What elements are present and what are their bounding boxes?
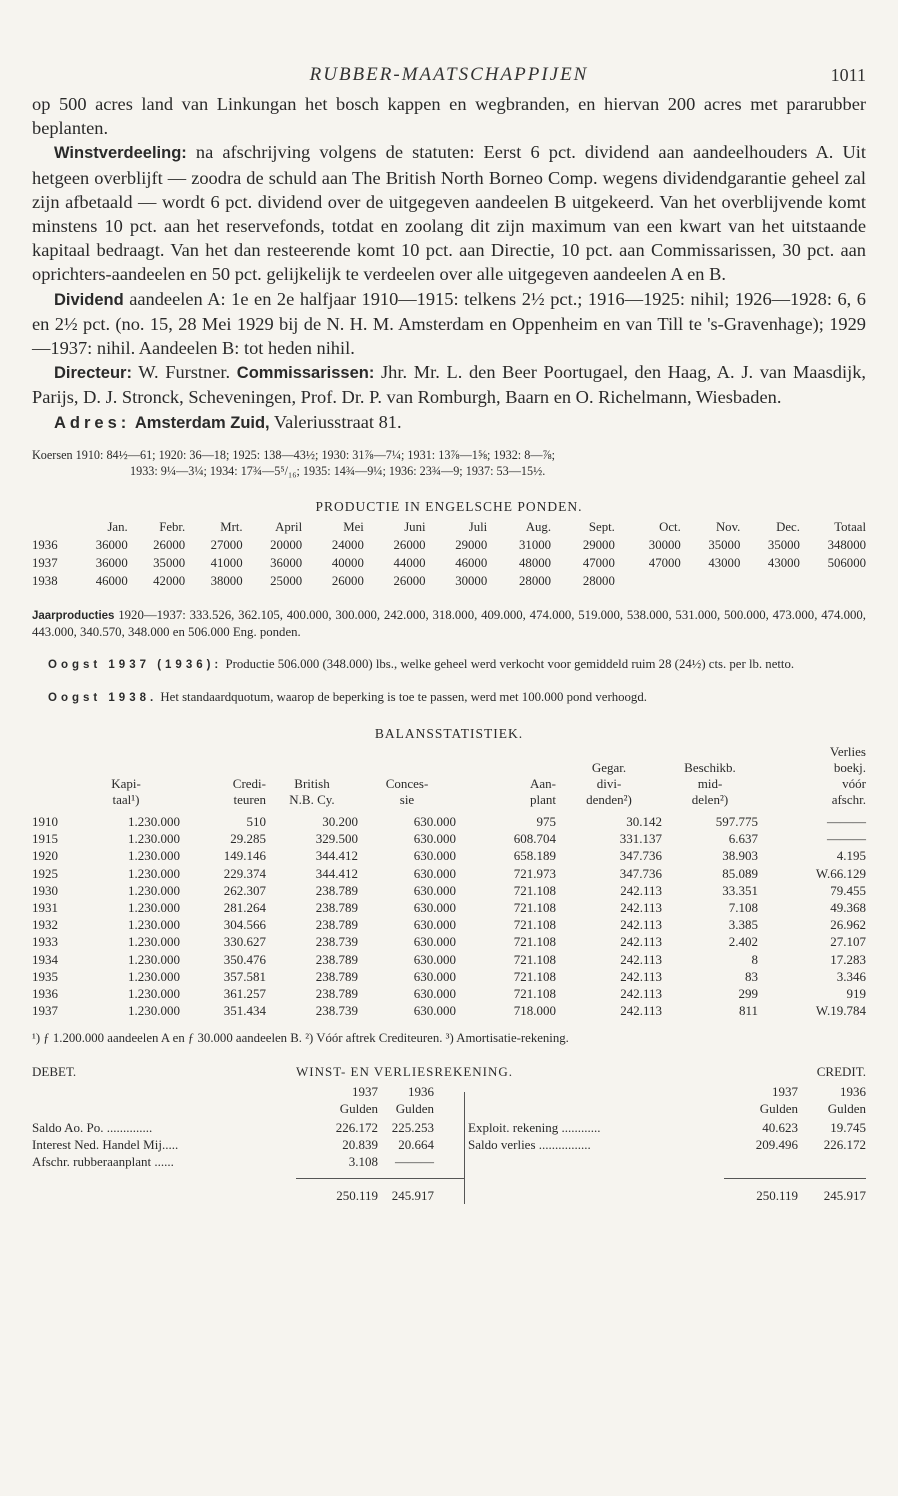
balans-value-cell: 347.736 [619,848,662,864]
balans-value-cell: 597.775 [715,814,758,830]
productie-row [32,537,866,555]
productie-header-cell: Sept. [588,520,615,535]
winst-title: WINST- EN VERLIESREKENING. [296,1064,514,1080]
balans-value-cell: 329.500 [315,831,358,847]
balans-value-cell: 1.230.000 [128,831,180,847]
balans-row [32,932,866,949]
balans-value-cell: 49.368 [830,899,866,915]
balans-value-cell: 238.789 [315,917,358,933]
productie-year-cell: 1937 [32,556,58,571]
balans-value-cell: 299 [738,985,758,1001]
productie-value-cell: 43000 [708,556,741,571]
productie-value-cell: 29000 [455,538,488,553]
balans-value-cell: 975 [536,814,556,830]
balans-value-cell: 630.000 [413,848,456,864]
balans-value-cell: ——— [827,831,866,847]
credit-row-label: Exploit. rekening ............ [468,1120,601,1136]
credit-unit-1936: Gulden [827,1101,866,1117]
page-number: 1011 [830,65,866,85]
balans-value-cell: 357.581 [223,968,266,984]
productie-value-cell: 35000 [708,538,741,553]
balans-value-cell: 304.566 [223,917,266,933]
productie-value-cell: 27000 [210,538,243,553]
productie-header-cell: Dec. [776,520,800,535]
document-page [32,58,866,1214]
balans-value-cell: 510 [246,814,266,830]
adres-label: Adres: [54,413,131,432]
jaarproducties-paragraph [32,607,866,640]
debet-row-value-1936: 225.253 [391,1120,434,1136]
balans-row [32,812,866,829]
balans-value-cell: 238.789 [315,968,358,984]
credit-row-value-1937: 209.496 [755,1137,798,1153]
balans-row [32,949,866,966]
balans-header-cell: Aan- plant [530,775,556,807]
productie-value-cell: 36000 [95,556,128,571]
balans-year-cell: 1920 [32,848,58,864]
productie-value-cell: 28000 [582,574,615,589]
balans-value-cell: 242.113 [620,899,662,915]
balans-value-cell: 79.455 [830,882,866,898]
balans-value-cell: 262.307 [223,882,266,898]
balans-row [32,898,866,915]
balans-footnote: ¹) ƒ 1.200.000 aandeelen A en ƒ 30.000 aandeelen B. ²) Vóór aftrek Crediteuren. ³) Amortisatie-rekening. [32,1031,569,1046]
balans-value-cell: 630.000 [413,882,456,898]
balans-row [32,863,866,880]
commissarissen-label: Commissarissen: [236,364,375,383]
balans-year-cell: 1931 [32,899,58,915]
debet-unit-1936: Gulden [395,1101,434,1117]
winst-verlies-rekening [32,1064,866,1214]
balans-value-cell: 721.108 [513,917,556,933]
credit-row-value-1936: 226.172 [823,1137,866,1153]
oogst1937-paragraph [32,656,866,673]
productie-value-cell: 43000 [767,556,800,571]
balans-value-cell: 4.195 [836,848,866,864]
productie-value-cell: 40000 [331,556,364,571]
balans-value-cell: 721.108 [513,882,556,898]
productie-header-cell: Nov. [715,520,741,535]
balans-value-cell: 242.113 [620,951,662,967]
balans-value-cell: 281.264 [223,899,266,915]
oogst1938-text: Het standaardquotum, waarop de beperking is toe te passen, werd met 100.000 pond verhoogd. [160,689,647,704]
balans-row [32,829,866,846]
balans-value-cell: 238.739 [315,1003,358,1019]
balans-value-cell: 1.230.000 [128,848,180,864]
balans-value-cell: 608.704 [513,831,556,847]
balans-year-cell: 1925 [32,865,58,881]
debet-row-label: Interest Ned. Handel Mij..... [32,1137,179,1153]
balans-value-cell: 3.346 [836,968,866,984]
oogst1938-paragraph [32,689,866,706]
productie-header-cell: Totaal [834,520,866,535]
winstverdeeling-label: Winstverdeeling: [54,144,187,163]
productie-value-cell: 28000 [519,574,552,589]
oogst1938-label: Oogst 1938. [48,691,158,704]
productie-value-cell: 20000 [270,538,303,553]
productie-value-cell: 30000 [648,538,681,553]
balans-value-cell: 30.200 [322,814,358,830]
directeur-paragraph [32,360,866,409]
productie-row [32,555,866,573]
balans-value-cell: W.66.129 [815,865,866,881]
credit-year-1937: 1937 [772,1084,798,1100]
productie-header-row [32,519,866,537]
balans-value-cell: 33.351 [722,882,758,898]
intro-paragraph: op 500 acres land van Linkungan het bosch kappen en wegbranden, en hiervan 200 acres met pararubber beplanten. [32,94,866,139]
productie-value-cell [615,573,681,591]
balans-value-cell: 83 [745,968,758,984]
balans-value-cell: 1.230.000 [128,951,180,967]
balans-value-cell: 238.789 [315,899,358,915]
commissarissen-text: Jhr. Mr. L. den Beer Poortugael, den Haag, A. J. van Maasdijk, Parijs, D. J. Stronck, Scheveningen, Prof. Dr. P. van Romburgh, Baarn en O. Richelmann, Wiesbaden. [32,362,866,408]
credit-total-1936: 245.917 [823,1188,866,1204]
balans-value-cell: 242.113 [620,985,662,1001]
balans-header-cell: Gegar. divi- denden²) [586,759,632,807]
productie-value-cell: 29000 [582,538,615,553]
productie-header-blank [32,519,70,537]
productie-value-cell: 26000 [393,574,426,589]
balans-value-cell: 630.000 [413,1003,456,1019]
balans-value-cell: 350.476 [223,951,266,967]
balans-value-cell: 26.962 [830,917,866,933]
balans-value-cell: 361.257 [223,985,266,1001]
productie-header-cell: April [275,520,303,535]
productie-value-cell: 35000 [153,556,186,571]
balans-header-cell: Conces- sie [385,775,429,807]
koersen-block [32,447,866,479]
balans-value-cell: 344.412 [315,865,358,881]
balans-year-cell: 1915 [32,831,58,847]
balans-header-blank [32,744,72,812]
productie-value-cell: 35000 [767,538,800,553]
productie-value-cell: 38000 [210,574,243,589]
balans-value-cell: 238.789 [315,951,358,967]
debet-heading: DEBET. [32,1064,77,1080]
balans-value-cell: 721.108 [513,968,556,984]
balans-value-cell: 7.108 [728,899,758,915]
productie-value-cell: 46000 [95,574,128,589]
debet-row-label: Afschr. rubberaanplant ...... [32,1154,174,1170]
balans-value-cell: ——— [827,814,866,830]
debet-row-value-1937: 3.108 [348,1154,378,1170]
oogst1937-text: Productie 506.000 (348.000) lbs., welke geheel werd verkocht voor gemiddeld ruim 28 (24½) cts. per lb. netto. [225,656,795,671]
balans-value-cell: 630.000 [413,814,456,830]
balans-value-cell: 630.000 [413,831,456,847]
credit-row-value-1937: 40.623 [762,1120,798,1136]
balans-value-cell: 242.113 [620,968,662,984]
balans-year-cell: 1935 [32,968,58,984]
balans-caption: BALANSSTATISTIEK. [374,725,524,741]
jaarproducties-label: Jaarproducties [32,609,115,622]
balans-value-cell: 1.230.000 [128,968,180,984]
productie-value-cell: 25000 [270,574,303,589]
balans-value-cell: 351.434 [223,1003,266,1019]
productie-row [32,573,866,591]
oogst1937-label: Oogst 1937 (1936): [48,658,223,671]
balans-value-cell: 1.230.000 [128,934,180,950]
winstverdeeling-paragraph [32,140,866,286]
balans-value-cell: 718.000 [513,1003,556,1019]
credit-year-1936: 1936 [840,1084,866,1100]
productie-value-cell: 36000 [270,556,303,571]
balans-row [32,967,866,984]
productie-value-cell: 506000 [827,556,866,571]
productie-header-cell: Juni [404,520,426,535]
debet-year-1937: 1937 [352,1084,378,1100]
productie-header-cell: Aug. [525,520,552,535]
running-title: RUBBER-MAATSCHAPPIJEN [309,64,589,85]
productie-value-cell: 44000 [393,556,426,571]
productie-value-cell: 31000 [519,538,552,553]
credit-total-rule [724,1178,866,1179]
balans-year-cell: 1930 [32,882,58,898]
balans-year-cell: 1932 [32,917,58,933]
balans-value-cell: 30.142 [626,814,662,830]
productie-value-cell: 47000 [648,556,681,571]
balans-header-cell: British N.B. Cy. [289,775,335,807]
debet-row-label: Saldo Ao. Po. .............. [32,1120,153,1136]
debet-year-1936: 1936 [408,1084,434,1100]
koersen-line-2: 1933: 9¼—3¼; 1934: 17¾—5⁵/₁₆; 1935: 14¾—9¼; 1936: 23¾—9; 1937: 53—15½. [130,463,546,478]
balans-value-cell: 2.402 [728,934,758,950]
balans-value-cell: 1.230.000 [128,882,180,898]
balans-value-cell: 8 [751,951,758,967]
jaarproducties-text: 1920—1937: 333.526, 362.105, 400.000, 300.000, 242.000, 318.000, 409.000, 474.000, 519.000, 538.000, 531.000, 500.000, 473.000, 474.000, 443.000, 340.570, 348.000 en 506.000 Eng. ponden. [32,607,866,639]
balans-value-cell: 344.412 [315,848,358,864]
directeur-text: W. Furstner. [138,362,231,383]
balans-year-cell: 1937 [32,1003,58,1019]
body-text [32,92,866,435]
balans-value-cell: 229.374 [223,865,266,881]
productie-value-cell: 36000 [95,538,128,553]
balans-row [32,1001,866,1018]
debet-row-value-1937: 20.839 [342,1137,378,1153]
balans-value-cell: 1.230.000 [128,917,180,933]
running-header [32,58,866,92]
productie-value-cell: 26000 [153,538,186,553]
balans-year-cell: 1910 [32,814,58,830]
debet-unit-1937: Gulden [339,1101,378,1117]
productie-value-cell [800,573,866,591]
productie-value-cell: 47000 [582,556,615,571]
productie-value-cell: 48000 [519,556,552,571]
productie-header-cell: Febr. [159,520,186,535]
balans-value-cell: 630.000 [413,985,456,1001]
debet-row-value-1936: ——— [395,1154,434,1170]
balans-value-cell: 1.230.000 [128,985,180,1001]
debet-total-1937: 250.119 [336,1188,378,1204]
balans-value-cell: 242.113 [620,882,662,898]
productie-year-cell: 1938 [32,574,58,589]
balans-header-cell: Kapi- taal¹) [111,775,141,807]
productie-value-cell: 26000 [393,538,426,553]
dividend-paragraph [32,287,866,361]
productie-header-cell: Juli [468,520,488,535]
credit-heading: CREDIT. [816,1064,866,1080]
balans-header-cell: Verlies boekj. vóór afschr. [829,743,866,807]
balans-value-cell: 630.000 [413,968,456,984]
winstverdeeling-text: na afschrijving volgens de statuten: Eerst 6 pct. dividend aan aandeelhouders A. Uit hetgeen overblijft — zoodra de schuld aan The British North Borneo Comp. wegens dividendgarantie geheel zal zijn afbetaald — wordt 6 pct. dividend over de uitgegeven aandeelen B uitgekeerd. Van het overblijvende komt minstens 10 pct. aan het reservefonds, totdat en zoolang dit zijn maximum van een kwart van het uitstaande kapitaal bedraagt. Van het dan resteerende komt 10 pct. aan Directie, 10 pct. aan Commissarissen, 30 pct. aan oprichters-aandeelen en 50 pct. gelijkelijk te verdeelen over alle uitgegeven aandeelen A en B. [32,142,866,285]
balans-value-cell: 630.000 [413,951,456,967]
productie-value-cell [740,573,800,591]
balans-year-cell: 1934 [32,951,58,967]
balans-value-cell: 331.137 [619,831,662,847]
productie-header-cell: Mei [343,520,364,535]
balans-value-cell: 630.000 [413,899,456,915]
balans-value-cell: 630.000 [413,934,456,950]
balans-value-cell: 1.230.000 [128,814,180,830]
debet-row-value-1936: 20.664 [398,1137,434,1153]
balans-value-cell: 17.283 [830,951,866,967]
balans-header-cell: Credi- teuren [232,775,266,807]
balans-value-cell: 6.637 [728,831,758,847]
balans-value-cell: 238.789 [315,985,358,1001]
balans-value-cell: 811 [738,1003,758,1019]
balans-value-cell: 721.108 [513,899,556,915]
productie-header-cell: Jan. [107,520,128,535]
productie-value-cell: 46000 [455,556,488,571]
balans-value-cell: 919 [846,985,866,1001]
productie-year-cell: 1936 [32,538,58,553]
balans-row [32,984,866,1001]
credit-row-value-1936: 19.745 [830,1120,866,1136]
productie-value-cell: 348000 [827,538,866,553]
dividend-label: Dividend [54,290,124,309]
balans-value-cell: 238.789 [315,882,358,898]
adres-paragraph [32,410,866,435]
balans-value-cell: 630.000 [413,917,456,933]
credit-unit-1937: Gulden [759,1101,798,1117]
balans-year-cell: 1936 [32,985,58,1001]
directeur-label: Directeur: [54,364,132,383]
productie-caption: PRODUCTIE IN ENGELSCHE PONDEN. [315,498,583,514]
balans-header-row [32,744,866,812]
balans-value-cell: 27.107 [830,934,866,950]
balans-year-cell: 1933 [32,934,58,950]
balans-value-cell: 29.285 [230,831,266,847]
balans-value-cell: 242.113 [620,917,662,933]
productie-value-cell: 30000 [455,574,488,589]
balans-value-cell: 721.108 [513,951,556,967]
balans-value-cell: 85.089 [722,865,758,881]
debet-total-rule [296,1178,464,1179]
productie-value-cell: 41000 [210,556,243,571]
balans-row [32,915,866,932]
adres-city: Amsterdam Zuid, [134,413,270,432]
balans-value-cell: 347.736 [619,865,662,881]
productie-value-cell: 42000 [153,574,186,589]
koersen-line-1: Koersen 1910: 84½—61; 1920: 36—18; 1925: 138—43½; 1930: 31⅞—7¼; 1931: 13⅞—1⅝; 1932: 8—⅞; [32,447,556,462]
productie-value-cell [681,573,741,591]
credit-total-1937: 250.119 [756,1188,798,1204]
dividend-text: aandeelen A: 1e en 2e halfjaar 1910—1915: telkens 2½ pct.; 1916—1925: nihil; 1926—1928: 6, 6 en 2½ pct. (no. 15, 28 Mei 1929 bij de N. H. M. Amsterdam en Oppenheim en van Till te 's-Gravenhage); 1929—1937: nihil. Aandeelen B: tot heden nihil. [32,288,866,359]
balans-value-cell: 38.903 [722,848,758,864]
balans-value-cell: 1.230.000 [128,899,180,915]
balans-value-cell: 242.113 [620,934,662,950]
debet-total-1936: 245.917 [391,1188,434,1204]
balans-value-cell: 3.385 [728,917,758,933]
productie-value-cell: 26000 [331,574,364,589]
balans-table [32,744,866,1018]
balans-value-cell: 242.113 [620,1003,662,1019]
balans-value-cell: 721.108 [513,934,556,950]
productie-header-cell: Mrt. [220,520,243,535]
balans-header-cell: Beschikb. mid- delen²) [684,759,736,807]
balans-value-cell: 149.146 [223,848,266,864]
productie-header-cell: Oct. [659,520,681,535]
balans-value-cell: 658.189 [513,848,556,864]
balans-value-cell: W.19.784 [815,1003,866,1019]
adres-street: Valeriusstraat 81. [273,411,402,432]
balans-value-cell: 721.973 [513,865,556,881]
balans-value-cell: 330.627 [223,934,266,950]
balans-value-cell: 630.000 [413,865,456,881]
balans-value-cell: 1.230.000 [128,1003,180,1019]
debet-row-value-1937: 226.172 [335,1120,378,1136]
balans-row [32,881,866,898]
balans-value-cell: 721.108 [513,985,556,1001]
productie-value-cell: 24000 [331,538,364,553]
balans-row [32,846,866,863]
productie-table [32,519,866,591]
balans-value-cell: 238.739 [315,934,358,950]
credit-row-label: Saldo verlies ................ [468,1137,591,1153]
column-divider [464,1092,465,1204]
balans-value-cell: 1.230.000 [128,865,180,881]
